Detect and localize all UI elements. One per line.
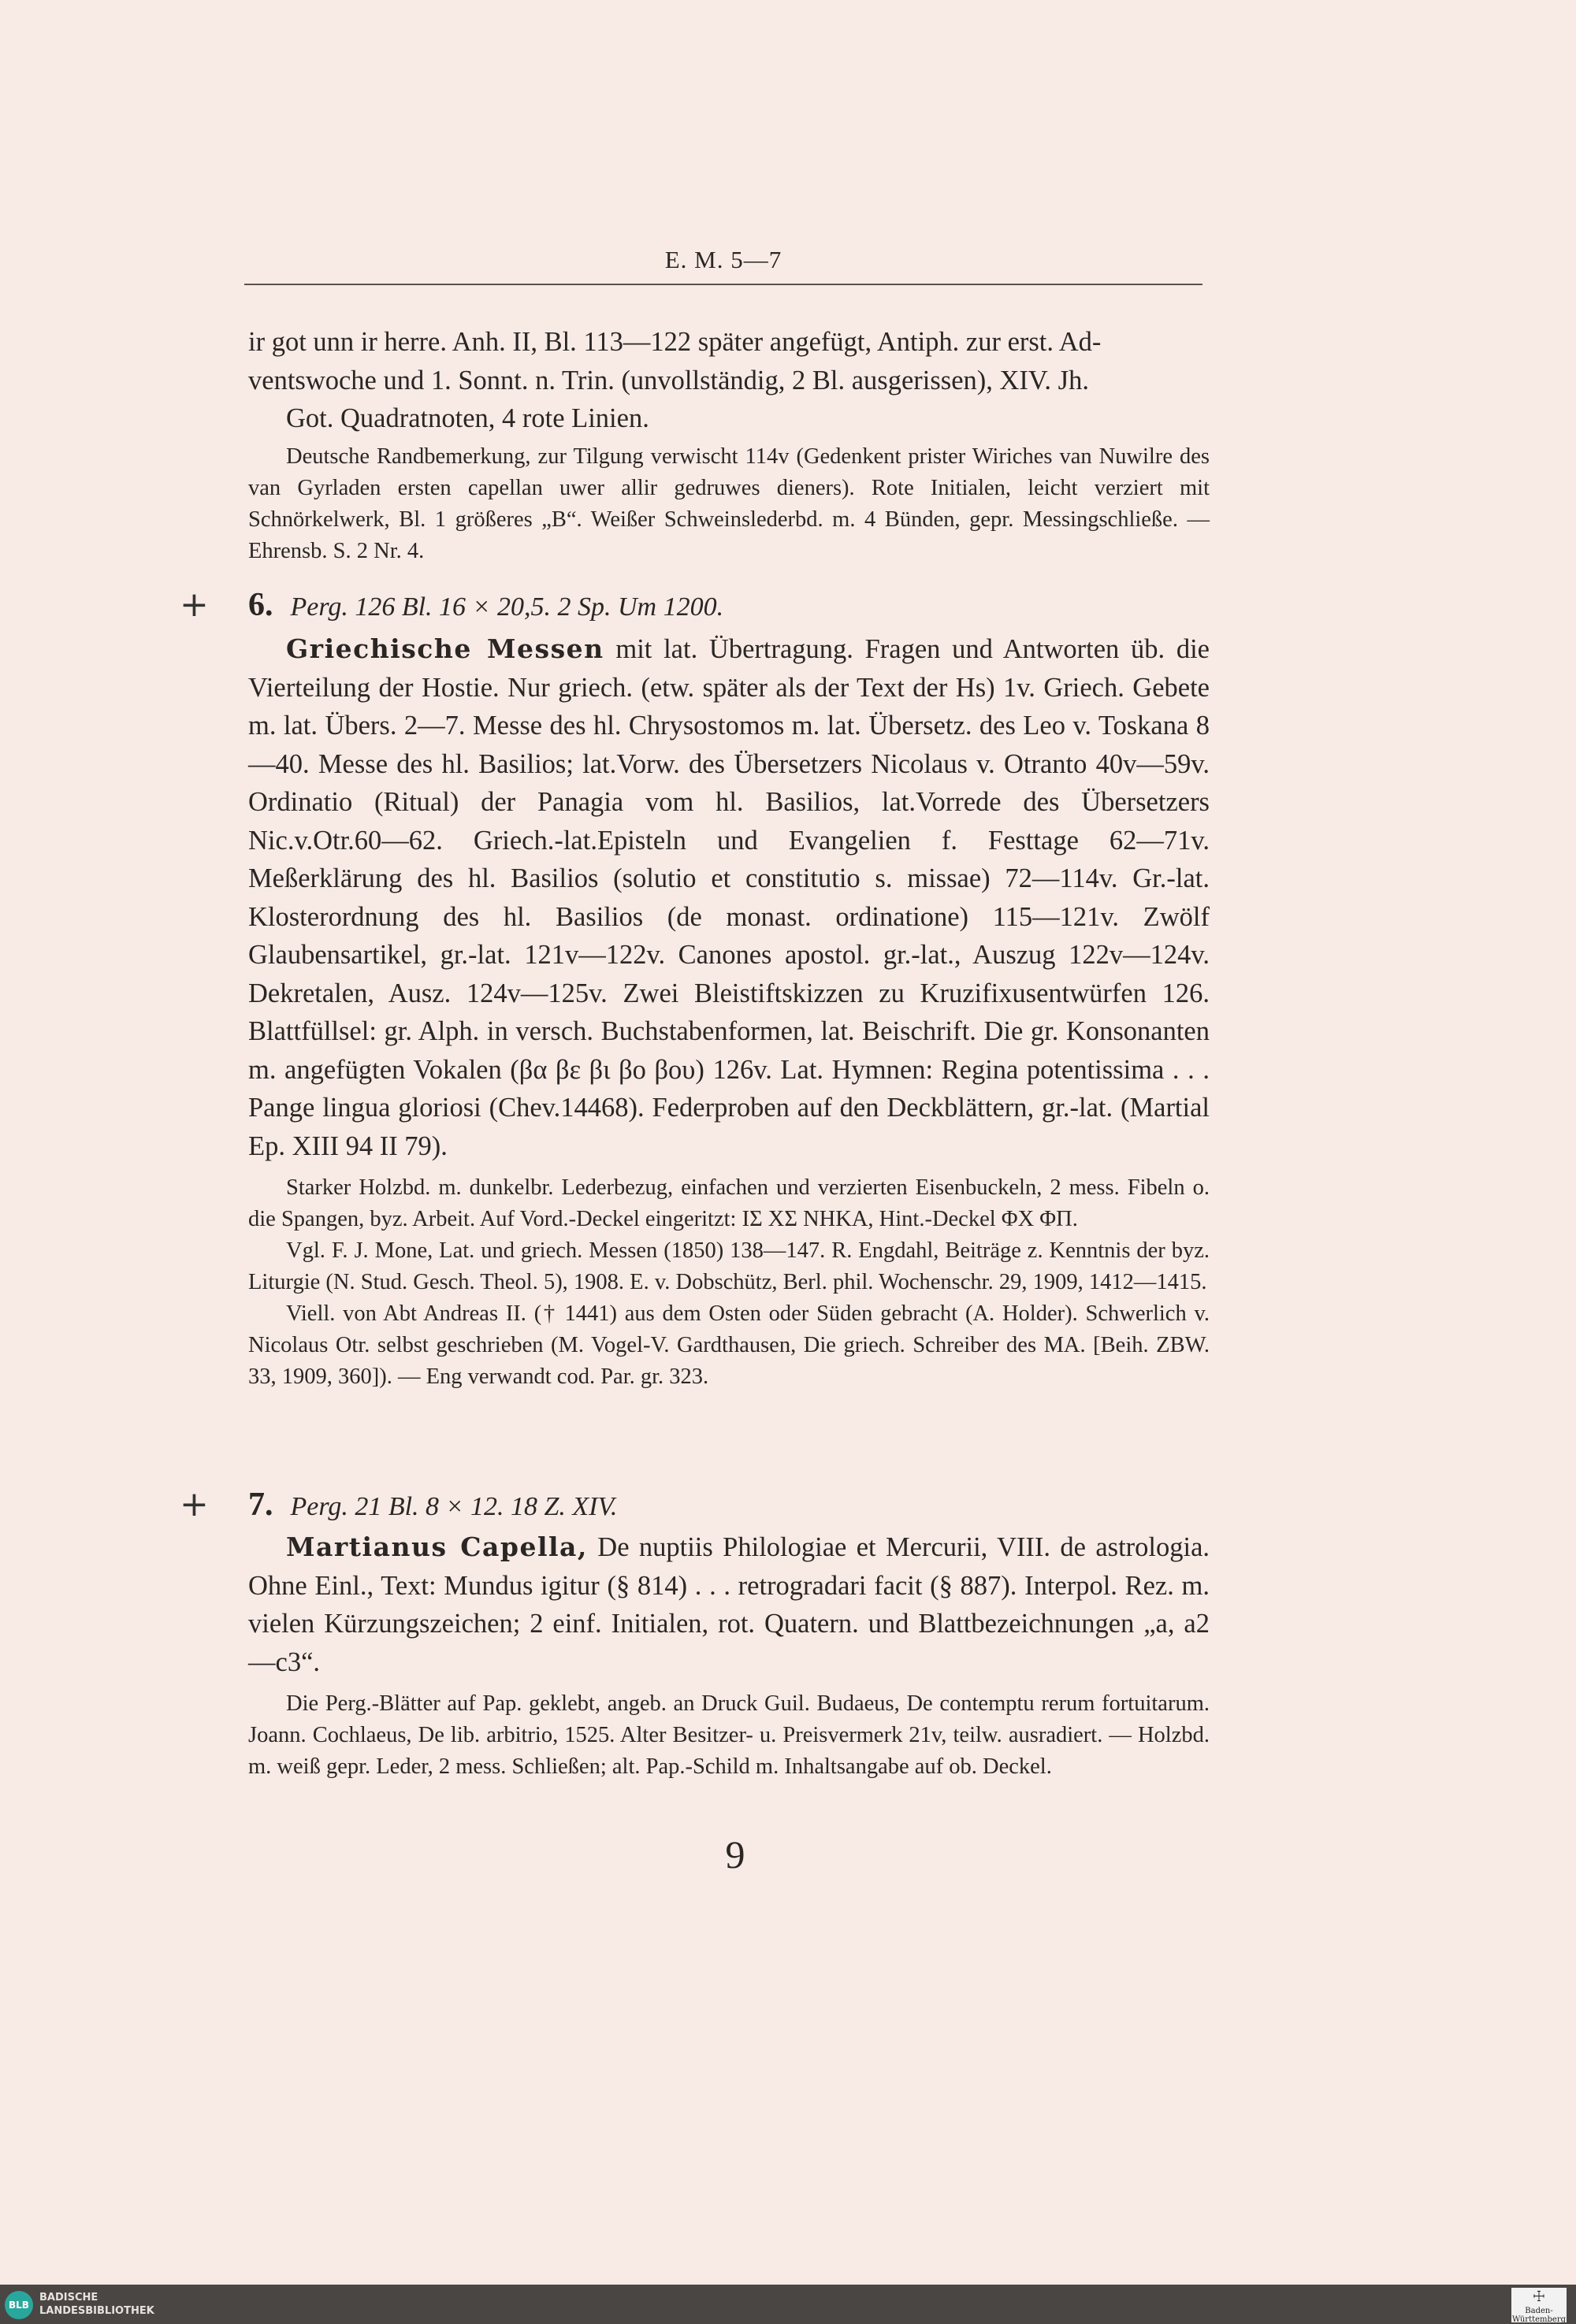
entry-7-notes [248, 1688, 1210, 1783]
entry-6-text [248, 630, 1210, 1165]
entry-7-body [248, 1528, 1210, 1681]
blb-logo-icon[interactable]: BLB [5, 2291, 33, 2319]
entry-7-marker: + [180, 1484, 209, 1524]
entry-7-meta: Perg. 21 Bl. 8 × 12. 18 Z. XIV. [290, 1492, 618, 1521]
intro-note [248, 441, 1210, 567]
entry-6-header [248, 586, 723, 624]
state-crest-icon: ☩ [1532, 2289, 1546, 2305]
library-name[interactable] [39, 2291, 154, 2318]
entry-6-body [248, 630, 1210, 1165]
entry-6-note: Viell. von Abt Andreas II. († 1441) aus dem Osten oder Süden gebracht (A. Holder). Schwerlich v. Nicolaus Otr. selbst geschrieben (M. Vogel-V. Gardthausen, Die griech. Schreiber des MA. [Beih. ZBW. 33, 1909, 360]). — Eng verwandt cod. Par. gr. 323. [248, 1301, 1210, 1389]
entry-6-note: Starker Holzbd. m. dunkelbr. Lederbezug, einfachen und verzierten Eisenbuckeln, 2 mess. Fibeln o. die Spangen, byz. Arbeit. Auf Vord.-Deckel eingeritzt: IΣ XΣ NHKA, Hint.-Deckel ΦX ΦΠ. [248, 1175, 1210, 1231]
entry-7-text [248, 1528, 1210, 1681]
library-name-line: BADISCHE [39, 2292, 98, 2304]
library-name-line: LANDESBIBLIOTHEK [39, 2305, 154, 2317]
intro-note-text: Deutsche Randbemerkung, zur Tilgung verwischt 114v (Gedenkent prister Wiriches van Nuwilre des van Gyrladen ersten capellan uwer allir gedruwes dieners). Rote Initialen, leicht verziert mit Schnörkelwerk, Bl. 1 größeres „B“. Weißer Schweinslederbd. m. 4 Bünden, gepr. Messingschließe. — Ehrensb. S. 2 Nr. 4. [248, 444, 1210, 563]
entry-6-notes [248, 1172, 1210, 1393]
entry-7-description: De nuptiis Philologiae et Mercurii, VIII. de astrologia. Ohne Einl., Text: Mundus igitur (§ 814) . . . retrogradari facit (§ 887). Interpol. Rez. m. vielen Kürzungszeichen; 2 einf. Initialen, rot. Quatern. und Blattbezeichnungen „a, a2—c3“. [248, 1532, 1210, 1677]
entry-6-note: Vgl. F. J. Mone, Lat. und griech. Messen (1850) 138—147. R. Engdahl, Beiträge z. Kenntnis der byz. Liturgie (N. Stud. Gesch. Theol. 5), 1908. E. v. Dobschütz, Berl. phil. Wochenschr. 29, 1909, 1412—1415. [248, 1238, 1210, 1294]
entry-7-heading: Martianus Capella, [286, 1531, 588, 1562]
entry-7-number: 7. [248, 1487, 273, 1523]
entry-6-heading: Griechische Messen [286, 633, 604, 664]
intro-line: ir got unn ir herre. Anh. II, Bl. 113—122 später angefügt, Antiph. zur erst. Ad- [248, 327, 1102, 357]
header-rule [244, 284, 1202, 285]
state-label: Baden-Württemberg [1511, 2307, 1567, 2324]
entry-6-marker: + [180, 585, 209, 625]
baden-wuerttemberg-logo[interactable] [1511, 2288, 1567, 2322]
intro-body [248, 323, 1210, 438]
page-number: 9 [725, 1832, 745, 1877]
intro-line: Got. Quadratnoten, 4 rote Linien. [286, 403, 649, 433]
library-footer-bar [0, 2285, 1576, 2324]
intro-line: ventswoche und 1. Sonnt. n. Trin. (unvollständig, 2 Bl. ausgerissen), XIV. Jh. [248, 365, 1089, 395]
entry-6-description: mit lat. Übertragung. Fragen und Antworten üb. die Vierteilung der Hostie. Nur griech. (etw. später als der Text der Hs) 1v. Griech. Gebete m. lat. Übers. 2—7. Messe des hl. Chrysostomos m. lat. Übersetz. des Leo v. Toskana 8—40. Messe des hl. Basilios; lat.Vorw. des Übersetzers Nicolaus v. Otranto 40v—59v. Ordinatio (Ritual) der Panagia vom hl. Basilios, lat.Vorrede des Übersetzers Nic.v.Otr.60—62. Griech.-lat.Episteln und Evangelien f. Festtage 62—71v. Meßerklärung des hl. Basilios (solutio et constitutio s. missae) 72—114v. Gr.-lat. Klosterordnung des hl. Basilios (de monast. ordinatione) 115—121v. Zwölf Glaubensartikel, gr.-lat. 121v—122v. Canones apostol. gr.-lat., Auszug 122v—124v. Dekretalen, Ausz. 124v—125v. Zwei Bleistiftskizzen zu Kruzifixusentwürfen 126. Blattfüllsel: gr. Alph. in versch. Buchstabenformen, lat. Beischrift. Die gr. Konsonanten m. angefügten Vokalen (βα βε βι βο βου) 126v. Lat. Hymnen: Regina potentissima . . . Pange lingua gloriosi (Chev.14468). Federproben auf den Deckblättern, gr.-lat. (Martial Ep. XIII 94 II 79). [248, 634, 1210, 1161]
running-head: E. M. 5—7 [664, 246, 782, 273]
entry-6-meta: Perg. 126 Bl. 16 × 20,5. 2 Sp. Um 1200. [290, 592, 724, 622]
entry-6-number: 6. [248, 587, 273, 623]
entry-7-header [248, 1486, 617, 1524]
entry-7-note: Die Perg.-Blätter auf Pap. geklebt, angeb. an Druck Guil. Budaeus, De contemptu rerum fortuitarum. Joann. Cochlaeus, De lib. arbitrio, 1525. Alter Besitzer- u. Preisvermerk 21v, teilw. ausradiert. — Holzbd. m. weiß gepr. Leder, 2 mess. Schließen; alt. Pap.-Schild m. Inhaltsangabe auf ob. Deckel. [248, 1691, 1210, 1779]
